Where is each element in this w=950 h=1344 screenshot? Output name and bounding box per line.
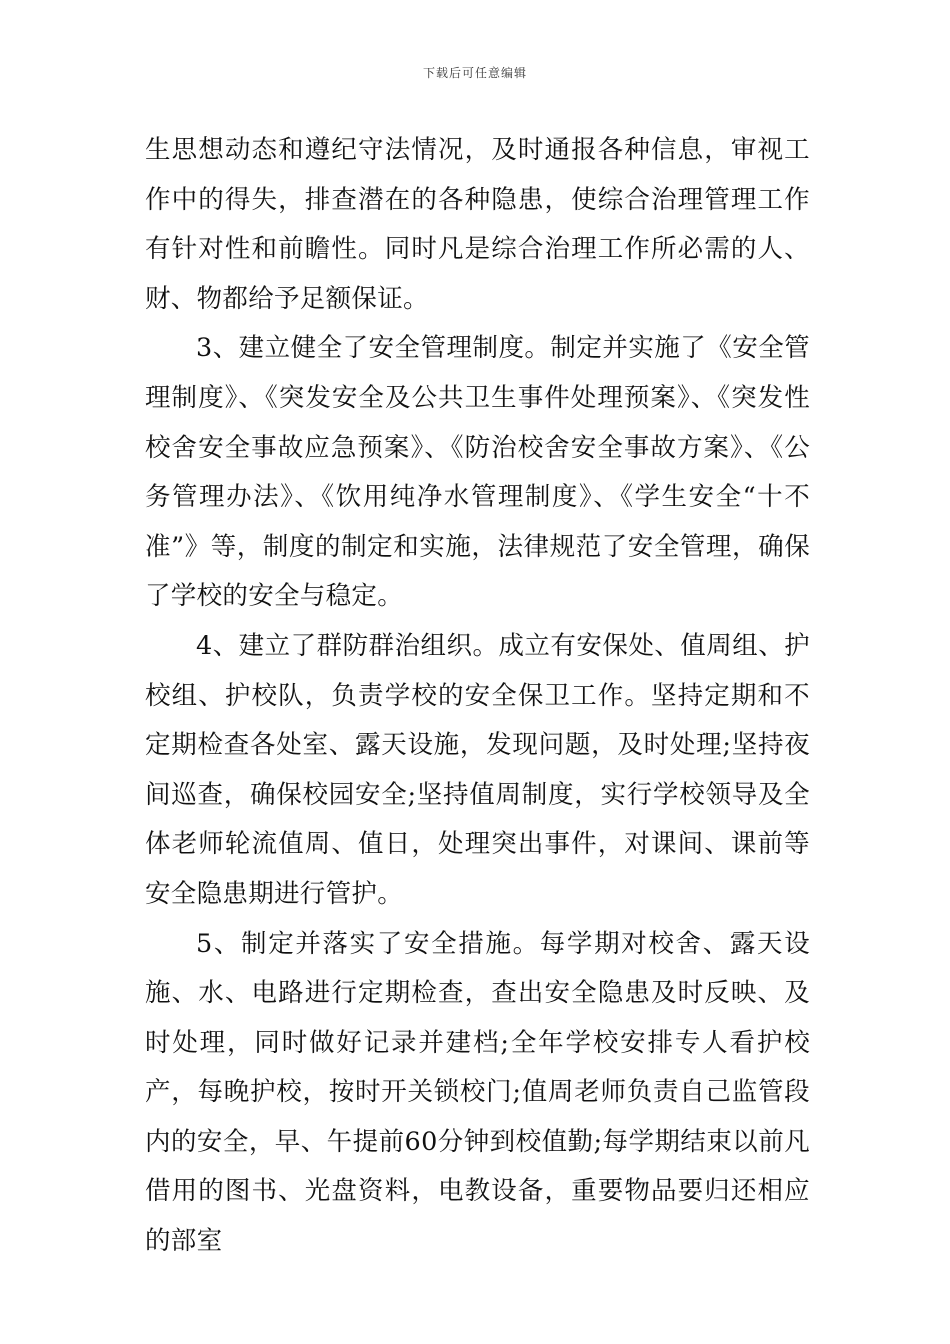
paragraph-item-5: 5、制定并落实了安全措施。每学期对校舍、露天设施、水、电路进行定期检查，查出安全隐患及时反映、及时处理，同时做好记录并建档;全年学校安排专人看护校产，每晚护校，按时开关锁校门;值周老师负责自己监管段内的安全，早、午提前60分钟到校值勤;每学期结束以前凡借用的图书、光盘资料，电教设备，重要物品要归还相应的部室 bbox=[145, 928, 810, 1257]
paragraph-item-3: 3、建立健全了安全管理制度。制定并实施了《安全管理制度》、《突发安全及公共卫生事件处理预案》、《突发性校舍安全事故应急预案》、《防治校舍安全事故方案》、《公务管理办法》、《饮用纯净水管理制度》、《学生安全“十不准”》等，制度的制定和实施，法律规范了安全管理，确保了学校的安全与稳定。 bbox=[145, 333, 810, 612]
paragraph-continuation: 生思想动态和遵纪守法情况，及时通报各种信息，审视工作中的得失，排查潜在的各种隐患，使综合治理管理工作有针对性和前瞻性。同时凡是综合治理工作所必需的人、财、物都给予足额保证。 bbox=[145, 135, 810, 314]
paragraph-item-4: 4、建立了群防群治组织。成立有安保处、值周组、护校组、护校队，负责学校的安全保卫工作。坚持定期和不定期检查各处室、露天设施，发现问题，及时处理;坚持夜间巡查，确保校园安全;坚持值周制度，实行学校领导及全体老师轮流值周、值日，处理突出事件，对课间、课前等安全隐患期进行管护。 bbox=[145, 630, 810, 909]
page-header: 下载后可任意编辑 bbox=[422, 66, 527, 80]
document-body bbox=[145, 126, 810, 1267]
